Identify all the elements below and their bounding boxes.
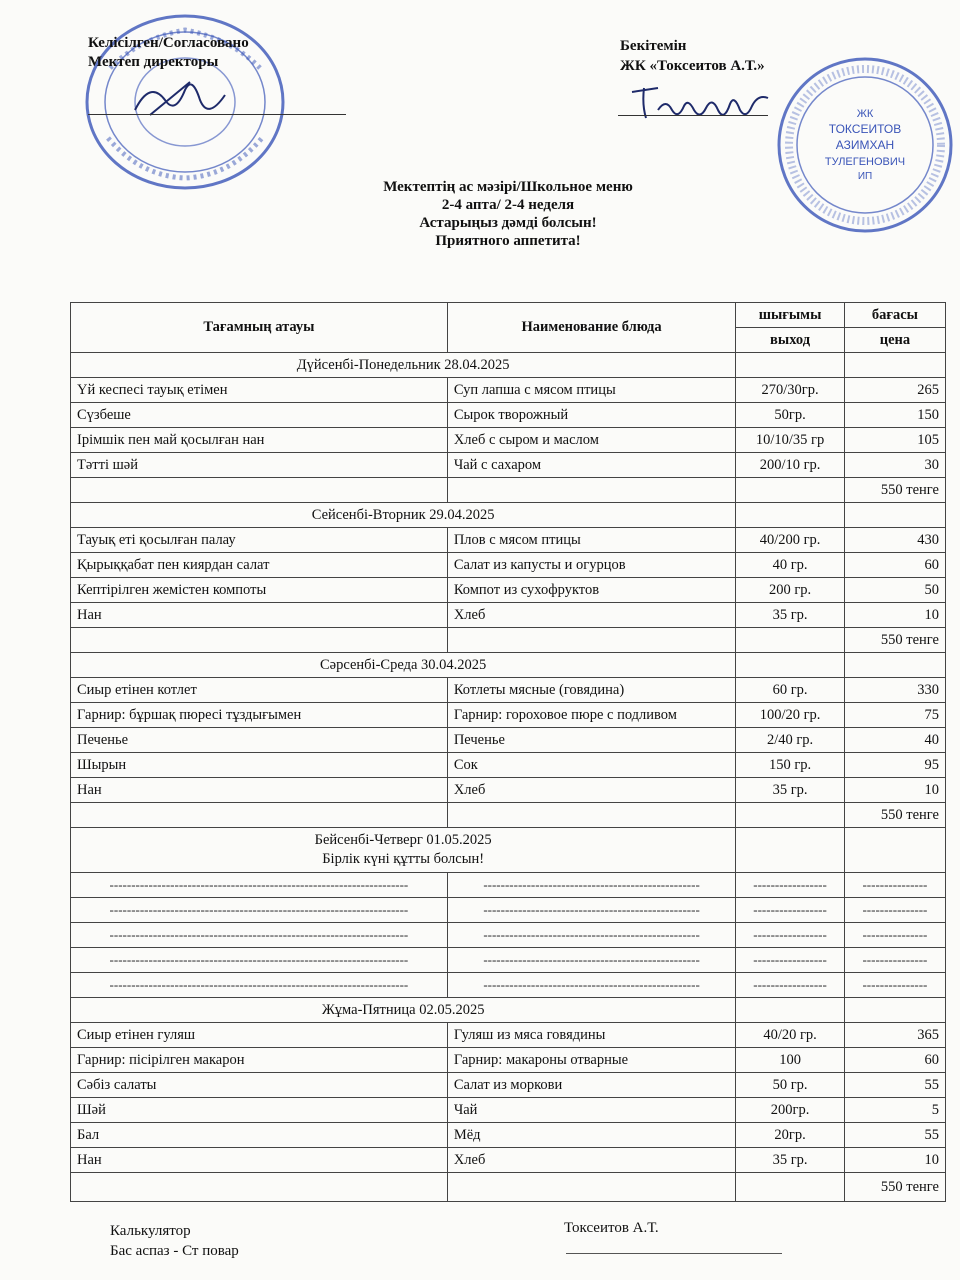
dish-kz: Гарнир: пісірілген макарон [71, 1048, 448, 1073]
table-row [71, 873, 946, 898]
dish-price: 265 [844, 378, 945, 403]
approver-signature-icon [628, 80, 778, 125]
svg-text:ТУЛЕГЕНОВИЧ: ТУЛЕГЕНОВИЧ [824, 156, 906, 168]
day-row [71, 353, 946, 378]
dash-cell: -------------------------------------------------- [447, 973, 735, 998]
table-row [71, 703, 946, 728]
approver-signature-line [618, 115, 768, 116]
calculator-label: Калькулятор [110, 1223, 191, 1239]
day-total: 550 тенге [844, 628, 945, 653]
menu-title [0, 178, 960, 250]
dish-ru: Гуляш из мяса говядины [447, 1023, 735, 1048]
dish-kz: Гарнир: бұршақ пюресі тұздығымен [71, 703, 448, 728]
total-row [71, 1173, 946, 1202]
table-row [71, 753, 946, 778]
table-row [71, 1048, 946, 1073]
table-row [71, 1023, 946, 1048]
table-row [71, 578, 946, 603]
svg-text:ТОКСЕИТОВ: ТОКСЕИТОВ [828, 122, 902, 136]
dish-price: 105 [844, 428, 945, 453]
table-row [71, 728, 946, 753]
day-friday: Жұма-Пятница 02.05.2025 [71, 998, 736, 1023]
dish-kz: Үй кеспесі тауық етімен [71, 378, 448, 403]
dish-price: 150 [844, 403, 945, 428]
dish-output: 200 гр. [736, 578, 845, 603]
day-row [71, 503, 946, 528]
table-row [71, 1148, 946, 1173]
dish-kz: Тауық еті қосылған палау [71, 528, 448, 553]
header-output-kz: шығымы [736, 303, 845, 328]
title-line-3: Астарыңыз дәмді болсын! [419, 215, 597, 231]
svg-text:АЗИМХАН: АЗИМХАН [835, 138, 895, 152]
dish-price: 30 [844, 453, 945, 478]
dish-output: 50 гр. [736, 1073, 845, 1098]
dash-cell: --------------- [844, 923, 945, 948]
header-output-ru: выход [736, 328, 845, 353]
dish-ru: Мёд [447, 1123, 735, 1148]
dish-price: 330 [844, 678, 945, 703]
dish-output: 60 гр. [736, 678, 845, 703]
day-monday: Дүйсенбі-Понедельник 28.04.2025 [71, 353, 736, 378]
table-row [71, 898, 946, 923]
dash-cell: --------------- [844, 898, 945, 923]
dash-cell: ----------------- [736, 973, 845, 998]
table-row [71, 428, 946, 453]
dish-price: 40 [844, 728, 945, 753]
day-thursday [71, 828, 736, 873]
table-row [71, 1123, 946, 1148]
approve-label: Бекітемін [620, 38, 687, 54]
director-signature-icon [130, 70, 230, 125]
agreed-label: Келісілген/Согласовано [88, 35, 249, 51]
dish-output: 100 [736, 1048, 845, 1073]
dish-price: 10 [844, 1148, 945, 1173]
dish-ru: Чай с сахаром [447, 453, 735, 478]
dish-kz: Нан [71, 778, 448, 803]
day-total: 550 тенге [844, 1173, 945, 1202]
day-tuesday: Сейсенбі-Вторник 29.04.2025 [71, 503, 736, 528]
dish-price: 10 [844, 603, 945, 628]
dish-output: 20гр. [736, 1123, 845, 1148]
dish-price: 50 [844, 578, 945, 603]
total-row [71, 478, 946, 503]
dash-cell: ----------------- [736, 923, 845, 948]
dish-kz: Қырыққабат пен киярдан салат [71, 553, 448, 578]
dash-cell: -------------------------------------------------- [447, 873, 735, 898]
dish-price: 10 [844, 778, 945, 803]
dish-ru: Суп лапша с мясом птицы [447, 378, 735, 403]
dish-ru: Чай [447, 1098, 735, 1123]
table-row [71, 378, 946, 403]
day-row [71, 998, 946, 1023]
agreed-block [88, 34, 249, 72]
table-row [71, 553, 946, 578]
total-row [71, 803, 946, 828]
day-total: 550 тенге [844, 803, 945, 828]
dish-ru: Салат из моркови [447, 1073, 735, 1098]
table-row [71, 528, 946, 553]
dish-price: 60 [844, 1048, 945, 1073]
dish-ru: Салат из капусты и огурцов [447, 553, 735, 578]
dish-output: 10/10/35 гр [736, 428, 845, 453]
dish-kz: Шәй [71, 1098, 448, 1123]
footer-signatory: Токсеитов А.Т. [564, 1220, 659, 1236]
svg-text:ЖК: ЖК [856, 108, 874, 120]
dash-cell: --------------------------------------------------------------------- [71, 898, 448, 923]
dish-price: 75 [844, 703, 945, 728]
holiday-note: Бірлік күні құтты болсын! [322, 851, 485, 867]
dish-price: 430 [844, 528, 945, 553]
day-row [71, 828, 946, 873]
dish-output: 35 гр. [736, 778, 845, 803]
table-row [71, 678, 946, 703]
dish-output: 40 гр. [736, 553, 845, 578]
menu-table [70, 302, 946, 1202]
dish-ru: Хлеб с сыром и маслом [447, 428, 735, 453]
dish-ru: Хлеб [447, 603, 735, 628]
dish-kz: Сәбіз салаты [71, 1073, 448, 1098]
day-total: 550 тенге [844, 478, 945, 503]
dish-kz: Нан [71, 603, 448, 628]
dish-kz: Тәтті шәй [71, 453, 448, 478]
header-price-ru: цена [844, 328, 945, 353]
dash-cell: ----------------- [736, 948, 845, 973]
dish-ru: Котлеты мясные (говядина) [447, 678, 735, 703]
dish-ru: Хлеб [447, 778, 735, 803]
table-row [71, 973, 946, 998]
dish-output: 50гр. [736, 403, 845, 428]
dish-ru: Хлеб [447, 1148, 735, 1173]
footer-signature-line [566, 1253, 782, 1254]
dish-price: 60 [844, 553, 945, 578]
table-row [71, 778, 946, 803]
dish-kz: Сүзбеше [71, 403, 448, 428]
dish-ru: Гарнир: макароны отварные [447, 1048, 735, 1073]
dish-price: 365 [844, 1023, 945, 1048]
dish-ru: Плов с мясом птицы [447, 528, 735, 553]
dash-cell: ----------------- [736, 873, 845, 898]
header-price-kz: бағасы [844, 303, 945, 328]
dish-price: 95 [844, 753, 945, 778]
table-row [71, 453, 946, 478]
dash-cell: -------------------------------------------------- [447, 948, 735, 973]
table-header-row [71, 303, 946, 328]
title-line-2: 2-4 апта/ 2-4 неделя [441, 197, 575, 213]
title-line-4: Приятного аппетита! [435, 233, 581, 249]
dish-kz: Нан [71, 1148, 448, 1173]
dash-cell: --------------- [844, 948, 945, 973]
table-row [71, 948, 946, 973]
director-signature-line [88, 114, 346, 115]
dish-output: 150 гр. [736, 753, 845, 778]
dish-kz: Бал [71, 1123, 448, 1148]
dash-cell: --------------------------------------------------------------------- [71, 873, 448, 898]
table-row [71, 403, 946, 428]
dish-output: 100/20 гр. [736, 703, 845, 728]
dash-cell: --------------------------------------------------------------------- [71, 923, 448, 948]
table-row [71, 923, 946, 948]
total-row [71, 628, 946, 653]
header-dish-ru: Наименование блюда [447, 303, 735, 353]
dish-kz: Сиыр етінен гуляш [71, 1023, 448, 1048]
dish-kz: Ірімшік пен май қосылған нан [71, 428, 448, 453]
dish-output: 40/20 гр. [736, 1023, 845, 1048]
dash-cell: --------------- [844, 873, 945, 898]
dish-price: 55 [844, 1123, 945, 1148]
dish-output: 200гр. [736, 1098, 845, 1123]
entrepreneur-label: ЖК «Токсеитов А.Т.» [620, 58, 765, 74]
dish-kz: Печенье [71, 728, 448, 753]
table-row [71, 603, 946, 628]
dish-ru: Сок [447, 753, 735, 778]
dish-output: 2/40 гр. [736, 728, 845, 753]
dish-kz: Сиыр етінен котлет [71, 678, 448, 703]
dish-kz: Шырын [71, 753, 448, 778]
dish-output: 35 гр. [736, 1148, 845, 1173]
svg-text:ИП: ИП [857, 171, 873, 182]
dish-ru: Компот из сухофруктов [447, 578, 735, 603]
dish-kz: Кептірілген жемістен компоты [71, 578, 448, 603]
dish-output: 270/30гр. [736, 378, 845, 403]
day-wednesday: Сәрсенбі-Среда 30.04.2025 [71, 653, 736, 678]
dish-output: 35 гр. [736, 603, 845, 628]
chef-label: Бас аспаз - Ст повар [110, 1243, 239, 1259]
footer-left [110, 1221, 239, 1261]
dash-cell: --------------------------------------------------------------------- [71, 973, 448, 998]
dish-ru: Печенье [447, 728, 735, 753]
dash-cell: -------------------------------------------------- [447, 923, 735, 948]
dash-cell: --------------------------------------------------------------------- [71, 948, 448, 973]
day-thursday-title: Бейсенбі-Четверг 01.05.2025 [314, 832, 492, 848]
dish-output: 40/200 гр. [736, 528, 845, 553]
director-label: Мектеп директоры [88, 54, 219, 70]
approve-block [620, 36, 765, 76]
dash-cell: --------------- [844, 973, 945, 998]
dish-output: 200/10 гр. [736, 453, 845, 478]
table-row [71, 1073, 946, 1098]
header-dish-kz: Тағамның атауы [71, 303, 448, 353]
dash-cell: -------------------------------------------------- [447, 898, 735, 923]
dash-cell: ----------------- [736, 898, 845, 923]
dish-price: 5 [844, 1098, 945, 1123]
title-line-1: Мектептің ас мәзірі/Школьное меню [383, 179, 633, 195]
dish-ru: Сырок творожный [447, 403, 735, 428]
dish-price: 55 [844, 1073, 945, 1098]
dish-ru: Гарнир: гороховое пюре с подливом [447, 703, 735, 728]
table-row [71, 1098, 946, 1123]
day-row [71, 653, 946, 678]
